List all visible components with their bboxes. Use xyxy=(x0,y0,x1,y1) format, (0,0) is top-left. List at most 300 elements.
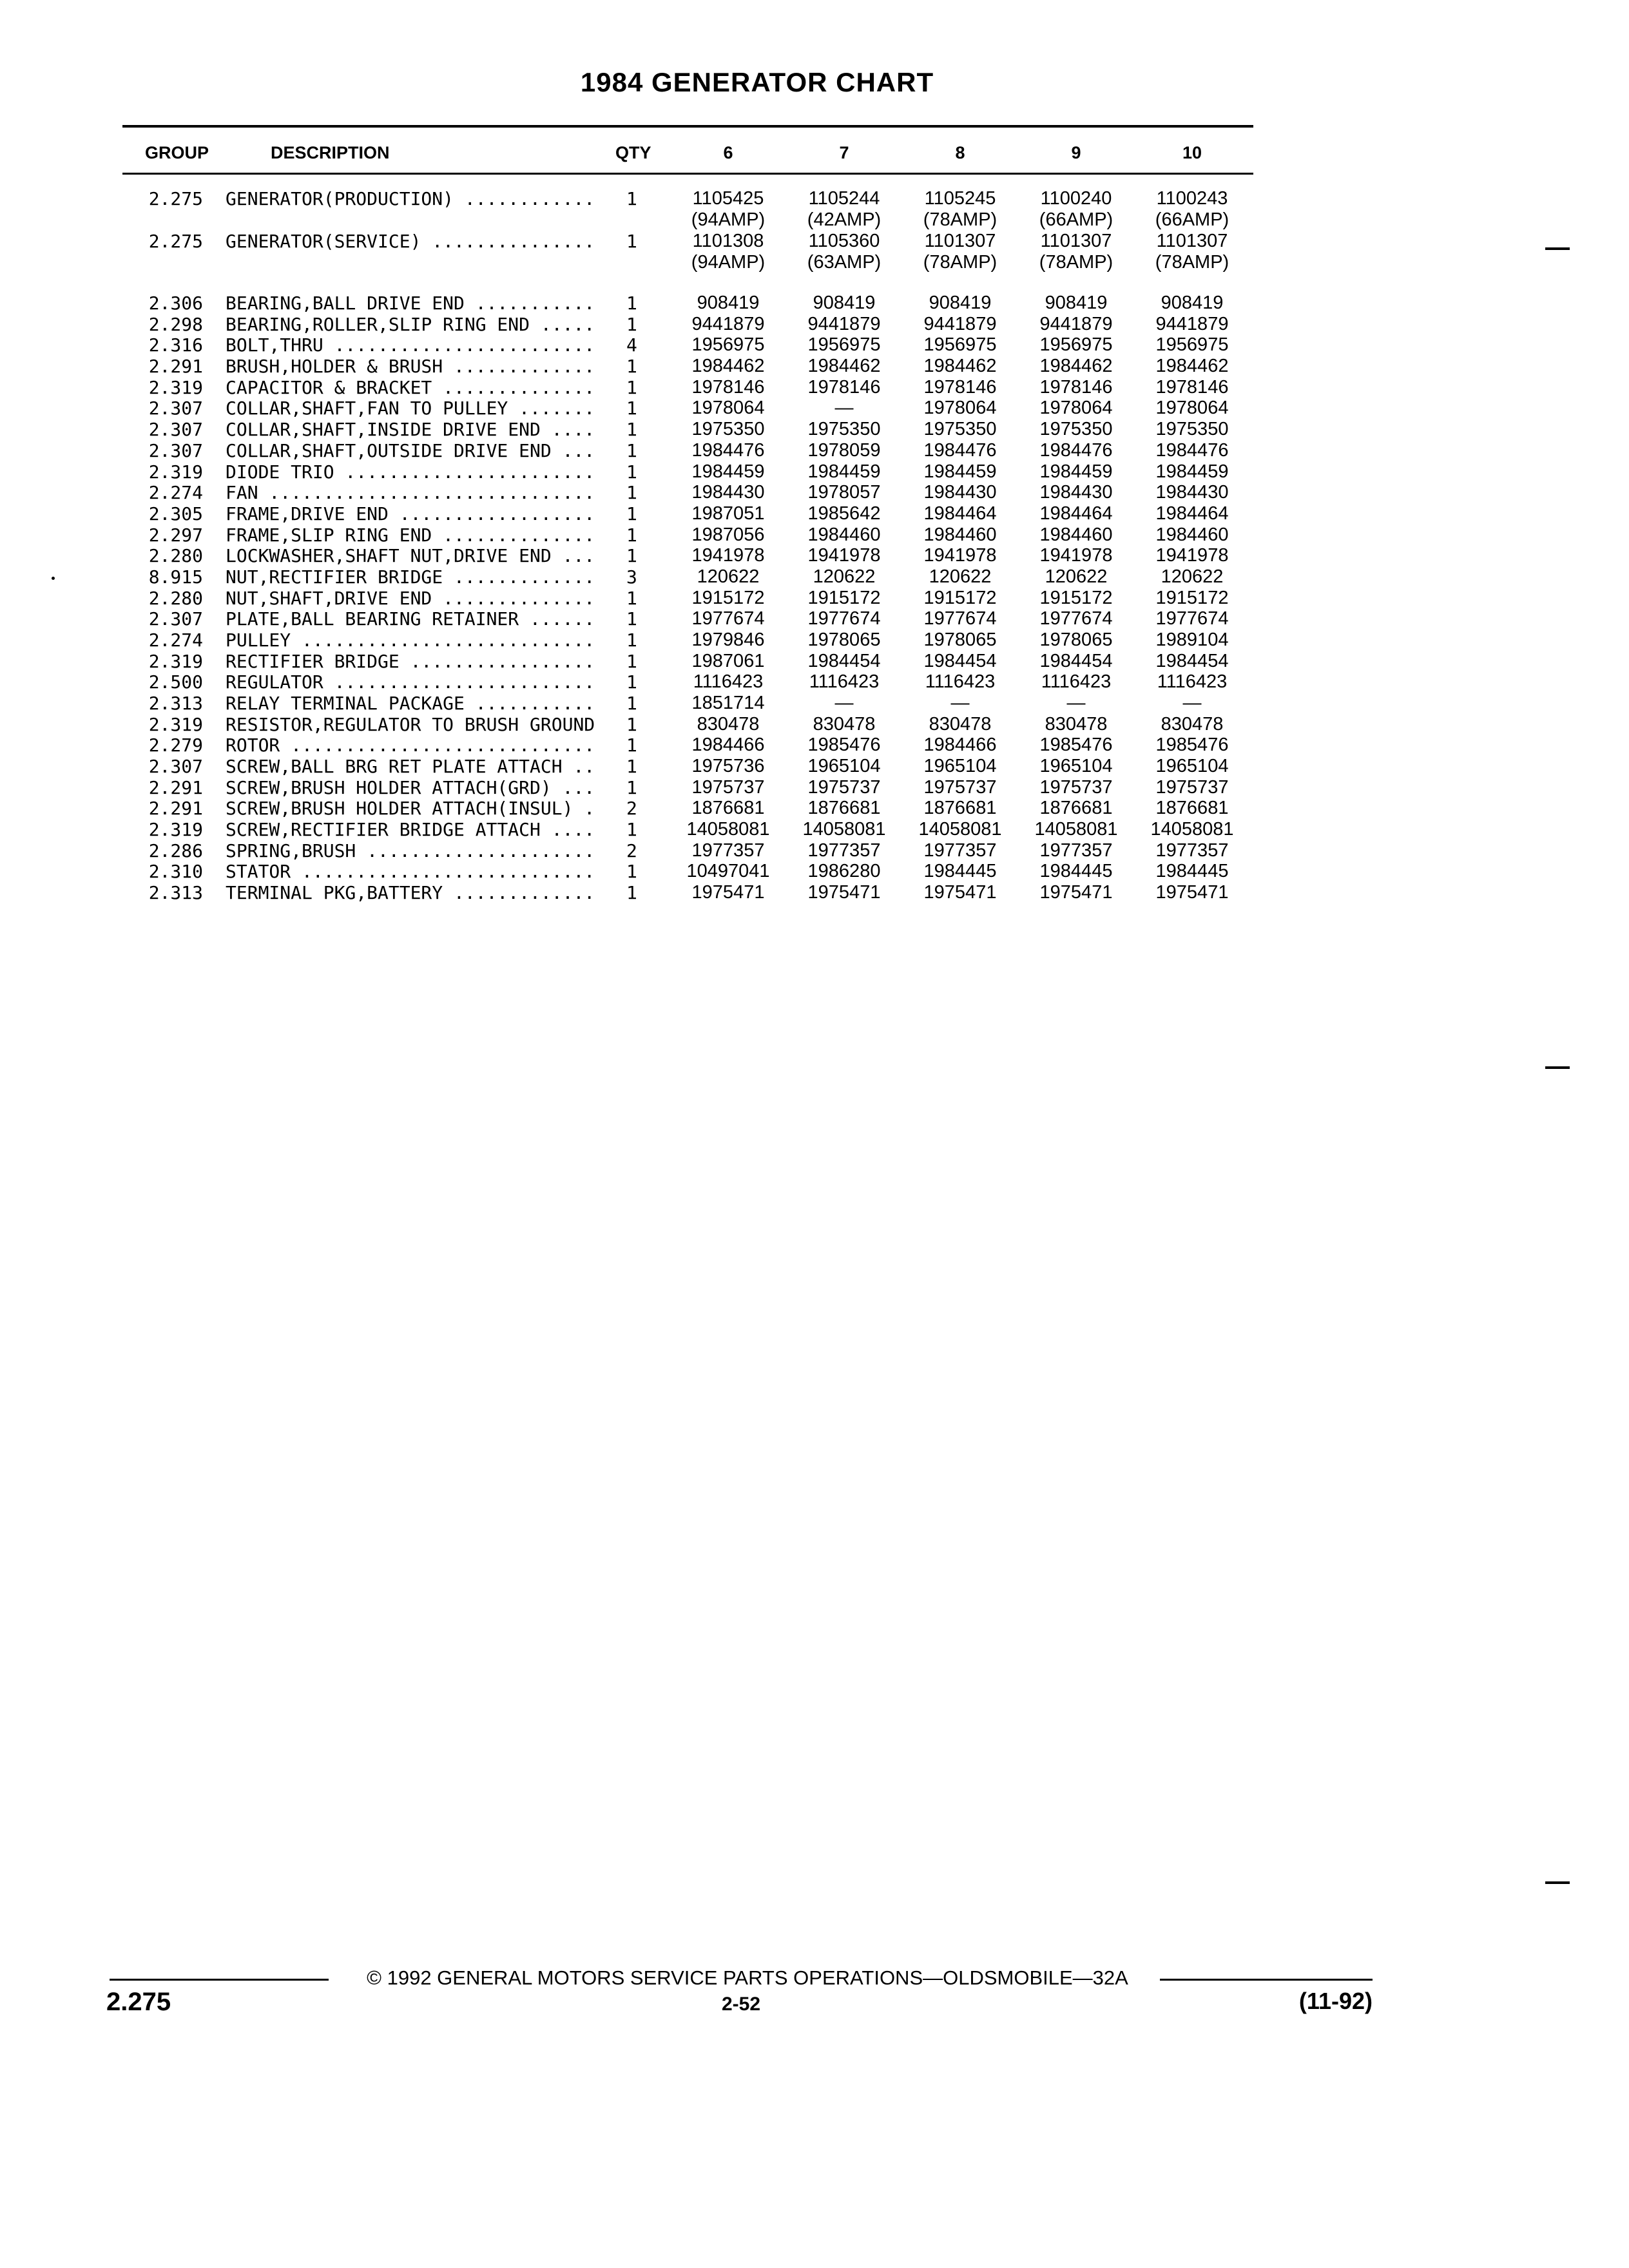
row-quantity: 1 xyxy=(626,777,637,798)
row-description: BEARING,BALL DRIVE END ........... xyxy=(226,293,595,314)
row-part-number-model-6: 1941978 xyxy=(691,545,765,566)
row-part-number-model-8: 1984462 xyxy=(923,356,997,376)
row-part-number-model-10: 1977674 xyxy=(1155,608,1229,629)
row-part-number-model-10: 1984462 xyxy=(1155,356,1229,376)
row-part-number-model-7: 830478 xyxy=(813,714,876,735)
row-description: PLATE,BALL BEARING RETAINER ...... xyxy=(226,608,595,629)
table-row xyxy=(0,503,1629,524)
row-part-number-model-10: 1989104 xyxy=(1155,629,1229,650)
row-group-number: 2.291 xyxy=(148,798,203,819)
row-group-number: 2.500 xyxy=(148,671,203,693)
row-part-number-model-8: 1984459 xyxy=(923,461,997,482)
row-part-number-model-10: 1101307 xyxy=(1156,231,1228,251)
row-part-number-model-9: 9441879 xyxy=(1039,314,1113,334)
row-part-number-model-7: 1978146 xyxy=(807,377,881,398)
table-row xyxy=(0,293,1629,314)
row-part-number-model-9: 1975737 xyxy=(1039,777,1113,798)
row-quantity: 1 xyxy=(626,545,637,566)
row-part-number-model-9: 1984430 xyxy=(1039,482,1113,503)
table-row xyxy=(0,714,1629,735)
row-quantity: 2 xyxy=(626,798,637,819)
row-part-number-model-7: 1965104 xyxy=(807,756,881,776)
row-part-number-model-6: 1987061 xyxy=(691,651,765,671)
row-group-number: 8.915 xyxy=(148,566,203,588)
table-row xyxy=(0,482,1629,503)
row-part-number-model-7: (63AMP) xyxy=(807,252,882,273)
row-part-number-model-6: 1978064 xyxy=(691,398,765,418)
row-quantity: 2 xyxy=(626,840,637,861)
table-row xyxy=(0,629,1629,651)
row-part-number-model-9: 1100240 xyxy=(1040,188,1112,209)
row-group-number: 2.307 xyxy=(148,398,203,419)
footer-section-number: 2.275 xyxy=(106,1988,171,2016)
row-part-number-model-7: 1984459 xyxy=(807,461,881,482)
row-quantity: 1 xyxy=(626,588,637,609)
row-quantity: 1 xyxy=(626,377,637,398)
column-header-model-9: 9 xyxy=(1071,143,1081,162)
row-group-number: 2.280 xyxy=(148,588,203,609)
row-quantity: 1 xyxy=(626,629,637,651)
row-part-number-model-6: 1975736 xyxy=(691,756,765,776)
row-part-number-model-9: 1984445 xyxy=(1039,861,1113,881)
row-part-number-model-9: 1985476 xyxy=(1039,735,1113,755)
row-part-number-model-8: 1977357 xyxy=(923,840,997,861)
table-row xyxy=(0,545,1629,566)
footer-page-number: 2-52 xyxy=(721,1994,761,2015)
row-part-number-model-8: 1975350 xyxy=(923,419,997,439)
row-description: SCREW,BRUSH HOLDER ATTACH(INSUL) . xyxy=(226,798,595,819)
row-part-number-model-7: 1116423 xyxy=(809,671,880,692)
row-part-number-model-10: 1965104 xyxy=(1155,756,1229,776)
row-part-number-model-8: 1984476 xyxy=(923,440,997,461)
row-part-number-model-9: 830478 xyxy=(1045,714,1108,735)
table-row xyxy=(0,588,1629,609)
row-part-number-model-8: 1101307 xyxy=(924,231,996,251)
row-group-number: 2.313 xyxy=(148,693,203,714)
column-header-description: DESCRIPTION xyxy=(271,143,390,162)
row-quantity: 1 xyxy=(626,231,637,252)
row-part-number-model-10: 1984454 xyxy=(1155,651,1229,671)
row-description: LOCKWASHER,SHAFT NUT,DRIVE END ... xyxy=(226,545,595,566)
row-part-number-model-9: 1978065 xyxy=(1039,629,1113,650)
row-part-number-model-9: 1965104 xyxy=(1039,756,1113,776)
row-part-number-model-7: 1984462 xyxy=(807,356,881,376)
row-part-number-model-10: (78AMP) xyxy=(1155,252,1229,273)
table-row xyxy=(0,861,1629,882)
table-row xyxy=(0,671,1629,693)
row-quantity: 1 xyxy=(626,356,637,377)
table-row xyxy=(0,651,1629,672)
column-header-group: GROUP xyxy=(145,143,209,162)
row-quantity: 1 xyxy=(626,503,637,524)
row-description: SPRING,BRUSH ..................... xyxy=(226,840,595,861)
column-header-qty: QTY xyxy=(615,143,651,162)
row-part-number-model-9: 1978064 xyxy=(1039,398,1113,418)
row-part-number-model-7: 1975737 xyxy=(807,777,881,798)
row-group-number: 2.275 xyxy=(148,188,203,209)
row-part-number-model-9: 1101307 xyxy=(1040,231,1112,251)
row-part-number-model-9: 1977674 xyxy=(1039,608,1113,629)
row-description: STATOR ........................... xyxy=(226,861,595,882)
row-part-number-model-6: 1876681 xyxy=(691,798,765,818)
row-description: RESISTOR,REGULATOR TO BRUSH GROUND xyxy=(226,714,595,735)
row-group-number: 2.291 xyxy=(148,356,203,377)
row-part-number-model-9: 1975350 xyxy=(1039,419,1113,439)
row-part-number-model-8: 1984466 xyxy=(923,735,997,755)
row-part-number-model-10: — xyxy=(1182,693,1202,713)
row-part-number-model-8: 908419 xyxy=(929,293,992,313)
row-part-number-model-6: (94AMP) xyxy=(691,252,766,273)
row-description: FRAME,SLIP RING END .............. xyxy=(226,524,595,546)
row-part-number-model-6: 1105425 xyxy=(692,188,764,209)
row-group-number: 2.298 xyxy=(148,314,203,335)
row-part-number-model-7: 908419 xyxy=(813,293,876,313)
table-row xyxy=(0,819,1629,840)
row-part-number-model-7: 9441879 xyxy=(807,314,881,334)
row-description: SCREW,RECTIFIER BRIDGE ATTACH .... xyxy=(226,819,595,840)
row-part-number-model-10: 1978064 xyxy=(1155,398,1229,418)
row-part-number-model-7: (42AMP) xyxy=(807,209,882,230)
row-part-number-model-9: 1975471 xyxy=(1039,882,1113,903)
row-part-number-model-7: — xyxy=(834,693,854,713)
row-group-number: 2.319 xyxy=(148,377,203,398)
row-group-number: 2.280 xyxy=(148,545,203,566)
row-part-number-model-10: 1977357 xyxy=(1155,840,1229,861)
row-part-number-model-9: 1977357 xyxy=(1039,840,1113,861)
table-row xyxy=(0,798,1629,819)
table-row xyxy=(0,693,1629,714)
row-group-number: 2.319 xyxy=(148,461,203,483)
row-part-number-model-7: 120622 xyxy=(813,566,876,587)
row-part-number-model-8: 1978065 xyxy=(923,629,997,650)
table-row xyxy=(0,419,1629,440)
table-row xyxy=(0,566,1629,588)
row-part-number-model-10: 1985476 xyxy=(1155,735,1229,755)
row-part-number-model-6: 1987056 xyxy=(691,524,765,545)
row-part-number-model-7: 1977357 xyxy=(807,840,881,861)
header-bottom-rule xyxy=(122,173,1253,175)
table-row xyxy=(0,882,1629,903)
row-description: CAPACITOR & BRACKET .............. xyxy=(226,377,595,398)
row-part-number-model-7: 1975471 xyxy=(807,882,881,903)
row-part-number-model-7: 1984460 xyxy=(807,524,881,545)
row-part-number-model-10: 1978146 xyxy=(1155,377,1229,398)
row-description: REGULATOR ........................ xyxy=(226,671,595,693)
row-quantity: 1 xyxy=(626,693,637,714)
row-quantity: 1 xyxy=(626,608,637,629)
row-quantity: 1 xyxy=(626,440,637,461)
row-group-number: 2.297 xyxy=(148,524,203,546)
row-part-number-model-8: 1978146 xyxy=(923,377,997,398)
row-description: GENERATOR(SERVICE) ............... xyxy=(226,231,595,252)
row-part-number-model-6: 1956975 xyxy=(691,334,765,355)
row-part-number-model-9: 1984476 xyxy=(1039,440,1113,461)
row-part-number-model-7: 1941978 xyxy=(807,545,881,566)
row-part-number-model-9: 1984464 xyxy=(1039,503,1113,524)
row-part-number-model-10: 1984445 xyxy=(1155,861,1229,881)
row-part-number-model-7: 1978065 xyxy=(807,629,881,650)
row-part-number-model-9: (66AMP) xyxy=(1039,209,1113,230)
row-part-number-model-7: 1978057 xyxy=(807,482,881,503)
row-part-number-model-6: 10497041 xyxy=(686,861,770,881)
row-part-number-model-6: 1101308 xyxy=(692,231,764,251)
row-part-number-model-10: 1984460 xyxy=(1155,524,1229,545)
row-quantity: 1 xyxy=(626,714,637,735)
row-part-number-model-8: 1956975 xyxy=(923,334,997,355)
table-row xyxy=(0,840,1629,861)
row-part-number-model-8: 1977674 xyxy=(923,608,997,629)
footer-rule-right xyxy=(1160,1979,1373,1981)
column-header-model-8: 8 xyxy=(955,143,965,162)
row-group-number: 2.279 xyxy=(148,735,203,756)
row-group-number: 2.286 xyxy=(148,840,203,861)
row-part-number-model-6: 1977674 xyxy=(691,608,765,629)
row-part-number-model-10: 1116423 xyxy=(1157,671,1228,692)
row-part-number-model-6: 1977357 xyxy=(691,840,765,861)
row-group-number: 2.274 xyxy=(148,629,203,651)
row-group-number: 2.307 xyxy=(148,440,203,461)
row-part-number-model-7: 1105244 xyxy=(808,188,880,209)
row-part-number-model-8: 1915172 xyxy=(923,588,997,608)
row-part-number-model-6: 1984476 xyxy=(691,440,765,461)
column-header-model-7: 7 xyxy=(839,143,849,162)
row-part-number-model-10: 1876681 xyxy=(1155,798,1229,818)
row-part-number-model-10: 1984476 xyxy=(1155,440,1229,461)
row-part-number-model-7: 1876681 xyxy=(807,798,881,818)
row-part-number-model-8: 830478 xyxy=(929,714,992,735)
row-quantity: 1 xyxy=(626,819,637,840)
row-description: NUT,SHAFT,DRIVE END .............. xyxy=(226,588,595,609)
row-part-number-model-6: 1915172 xyxy=(691,588,765,608)
row-quantity: 1 xyxy=(626,188,637,209)
table-row xyxy=(0,440,1629,461)
row-part-number-model-7: 1975350 xyxy=(807,419,881,439)
row-part-number-model-7: 1985476 xyxy=(807,735,881,755)
row-part-number-model-10: (66AMP) xyxy=(1155,209,1229,230)
row-description: SCREW,BALL BRG RET PLATE ATTACH .. xyxy=(226,756,595,777)
row-part-number-model-8: (78AMP) xyxy=(923,252,998,273)
table-row xyxy=(0,735,1629,756)
row-quantity: 1 xyxy=(626,735,637,756)
row-group-number: 2.319 xyxy=(148,651,203,672)
column-header-model-10: 10 xyxy=(1182,143,1202,162)
row-description: PULLEY ........................... xyxy=(226,629,595,651)
row-part-number-model-10: 908419 xyxy=(1161,293,1224,313)
row-quantity: 1 xyxy=(626,419,637,440)
row-group-number: 2.319 xyxy=(148,714,203,735)
row-part-number-model-10: 120622 xyxy=(1161,566,1224,587)
row-part-number-model-10: 1941978 xyxy=(1155,545,1229,566)
row-description: COLLAR,SHAFT,FAN TO PULLEY ....... xyxy=(226,398,595,419)
row-part-number-model-10: 1984430 xyxy=(1155,482,1229,503)
row-quantity: 1 xyxy=(626,461,637,483)
row-quantity: 1 xyxy=(626,861,637,882)
row-part-number-model-6: 14058081 xyxy=(686,819,770,840)
row-quantity: 1 xyxy=(626,882,637,903)
row-part-number-model-6: 1984430 xyxy=(691,482,765,503)
row-part-number-model-6: 1978146 xyxy=(691,377,765,398)
scan-speck xyxy=(52,577,55,580)
margin-tick-mark xyxy=(1545,1066,1570,1069)
row-group-number: 2.291 xyxy=(148,777,203,798)
row-part-number-model-9: 1915172 xyxy=(1039,588,1113,608)
row-part-number-model-9: 1116423 xyxy=(1041,671,1112,692)
row-part-number-model-7: 14058081 xyxy=(802,819,886,840)
row-group-number: 2.275 xyxy=(148,231,203,252)
row-part-number-model-9: 1984454 xyxy=(1039,651,1113,671)
row-group-number: 2.316 xyxy=(148,334,203,356)
row-quantity: 3 xyxy=(626,566,637,588)
row-part-number-model-8: 1984445 xyxy=(923,861,997,881)
row-part-number-model-6: 908419 xyxy=(697,293,760,313)
row-part-number-model-6: 1979846 xyxy=(691,629,765,650)
table-row xyxy=(0,314,1629,335)
margin-tick-mark xyxy=(1545,247,1570,250)
row-part-number-model-10: 1100243 xyxy=(1156,188,1228,209)
row-part-number-model-10: 14058081 xyxy=(1150,819,1234,840)
row-group-number: 2.274 xyxy=(148,482,203,503)
row-part-number-model-6: 830478 xyxy=(697,714,760,735)
row-description: RELAY TERMINAL PACKAGE ........... xyxy=(226,693,595,714)
row-part-number-model-9: 1984462 xyxy=(1039,356,1113,376)
row-part-number-model-9: 1978146 xyxy=(1039,377,1113,398)
row-part-number-model-6: 1984466 xyxy=(691,735,765,755)
table-row xyxy=(0,209,1629,231)
row-part-number-model-7: 1956975 xyxy=(807,334,881,355)
row-group-number: 2.307 xyxy=(148,756,203,777)
row-group-number: 2.305 xyxy=(148,503,203,524)
row-part-number-model-8: 1941978 xyxy=(923,545,997,566)
row-quantity: 1 xyxy=(626,651,637,672)
table-row xyxy=(0,398,1629,419)
row-part-number-model-8: — xyxy=(950,693,970,713)
footer-rule-left xyxy=(110,1979,329,1981)
row-description: NUT,RECTIFIER BRIDGE ............. xyxy=(226,566,595,588)
row-part-number-model-10: 9441879 xyxy=(1155,314,1229,334)
row-part-number-model-10: 1915172 xyxy=(1155,588,1229,608)
margin-tick-mark xyxy=(1545,1881,1570,1884)
row-part-number-model-9: — xyxy=(1066,693,1086,713)
row-part-number-model-8: 1105245 xyxy=(924,188,996,209)
row-group-number: 2.307 xyxy=(148,608,203,629)
row-part-number-model-8: 1978064 xyxy=(923,398,997,418)
row-description: GENERATOR(PRODUCTION) ............ xyxy=(226,188,595,209)
row-part-number-model-8: 1975471 xyxy=(923,882,997,903)
row-quantity: 1 xyxy=(626,524,637,546)
row-part-number-model-9: 1984459 xyxy=(1039,461,1113,482)
row-part-number-model-10: 1984464 xyxy=(1155,503,1229,524)
row-part-number-model-7: 1105360 xyxy=(808,231,880,251)
row-part-number-model-6: 1975350 xyxy=(691,419,765,439)
row-part-number-model-6: 1984462 xyxy=(691,356,765,376)
column-header-model-6: 6 xyxy=(723,143,733,162)
row-description: BRUSH,HOLDER & BRUSH ............. xyxy=(226,356,595,377)
row-part-number-model-6: 1116423 xyxy=(693,671,764,692)
row-quantity: 1 xyxy=(626,314,637,335)
row-part-number-model-10: 1975471 xyxy=(1155,882,1229,903)
row-part-number-model-8: 1876681 xyxy=(923,798,997,818)
footer-copyright: © 1992 GENERAL MOTORS SERVICE PARTS OPERATIONS—OLDSMOBILE—32A xyxy=(367,1966,1128,1989)
row-part-number-model-9: 1984460 xyxy=(1039,524,1113,545)
row-quantity: 1 xyxy=(626,756,637,777)
row-part-number-model-8: 1984464 xyxy=(923,503,997,524)
row-part-number-model-7: 1984454 xyxy=(807,651,881,671)
row-part-number-model-9: 120622 xyxy=(1045,566,1108,587)
row-quantity: 1 xyxy=(626,293,637,314)
row-part-number-model-9: 908419 xyxy=(1045,293,1108,313)
row-part-number-model-6: 1984459 xyxy=(691,461,765,482)
row-part-number-model-7: — xyxy=(834,398,854,418)
table-row xyxy=(0,461,1629,483)
row-part-number-model-10: 1956975 xyxy=(1155,334,1229,355)
row-part-number-model-8: 1984454 xyxy=(923,651,997,671)
row-description: FRAME,DRIVE END .................. xyxy=(226,503,595,524)
row-description: BEARING,ROLLER,SLIP RING END ..... xyxy=(226,314,595,335)
row-part-number-model-9: 1876681 xyxy=(1039,798,1113,818)
row-part-number-model-7: 1978059 xyxy=(807,440,881,461)
row-part-number-model-9: (78AMP) xyxy=(1039,252,1113,273)
row-part-number-model-10: 830478 xyxy=(1161,714,1224,735)
row-part-number-model-10: 1984459 xyxy=(1155,461,1229,482)
table-row xyxy=(0,334,1629,356)
row-quantity: 4 xyxy=(626,334,637,356)
row-description: FAN .............................. xyxy=(226,482,595,503)
row-group-number: 2.307 xyxy=(148,419,203,440)
row-description: COLLAR,SHAFT,INSIDE DRIVE END .... xyxy=(226,419,595,440)
row-group-number: 2.313 xyxy=(148,882,203,903)
row-part-number-model-6: 9441879 xyxy=(691,314,765,334)
table-row xyxy=(0,524,1629,546)
table-row xyxy=(0,231,1629,252)
row-part-number-model-8: 1975737 xyxy=(923,777,997,798)
row-part-number-model-8: 1116423 xyxy=(925,671,996,692)
row-part-number-model-6: 1975737 xyxy=(691,777,765,798)
row-part-number-model-6: 1851714 xyxy=(691,693,765,713)
row-description: SCREW,BRUSH HOLDER ATTACH(GRD) ... xyxy=(226,777,595,798)
row-part-number-model-8: 120622 xyxy=(929,566,992,587)
table-row xyxy=(0,377,1629,398)
row-part-number-model-7: 1986280 xyxy=(807,861,881,881)
row-part-number-model-10: 1975350 xyxy=(1155,419,1229,439)
row-group-number: 2.310 xyxy=(148,861,203,882)
row-group-number: 2.306 xyxy=(148,293,203,314)
row-part-number-model-9: 14058081 xyxy=(1034,819,1118,840)
row-part-number-model-7: 1985642 xyxy=(807,503,881,524)
row-part-number-model-8: 1965104 xyxy=(923,756,997,776)
row-part-number-model-6: 1975471 xyxy=(691,882,765,903)
page-title: 1984 GENERATOR CHART xyxy=(580,67,934,97)
table-row xyxy=(0,756,1629,777)
footer-revision-date: (11-92) xyxy=(1298,1988,1373,2014)
row-part-number-model-6: (94AMP) xyxy=(691,209,766,230)
row-part-number-model-7: 1915172 xyxy=(807,588,881,608)
row-part-number-model-8: 1984460 xyxy=(923,524,997,545)
table-row xyxy=(0,608,1629,629)
row-part-number-model-8: 1984430 xyxy=(923,482,997,503)
row-part-number-model-8: 9441879 xyxy=(923,314,997,334)
row-description: TERMINAL PKG,BATTERY ............. xyxy=(226,882,595,903)
row-description: COLLAR,SHAFT,OUTSIDE DRIVE END ... xyxy=(226,440,595,461)
row-part-number-model-8: (78AMP) xyxy=(923,209,998,230)
row-description: DIODE TRIO ....................... xyxy=(226,461,595,483)
table-row xyxy=(0,777,1629,798)
table-row xyxy=(0,252,1629,273)
row-part-number-model-7: 1977674 xyxy=(807,608,881,629)
table-row xyxy=(0,356,1629,377)
row-part-number-model-8: 14058081 xyxy=(918,819,1002,840)
row-group-number: 2.319 xyxy=(148,819,203,840)
row-part-number-model-10: 1975737 xyxy=(1155,777,1229,798)
